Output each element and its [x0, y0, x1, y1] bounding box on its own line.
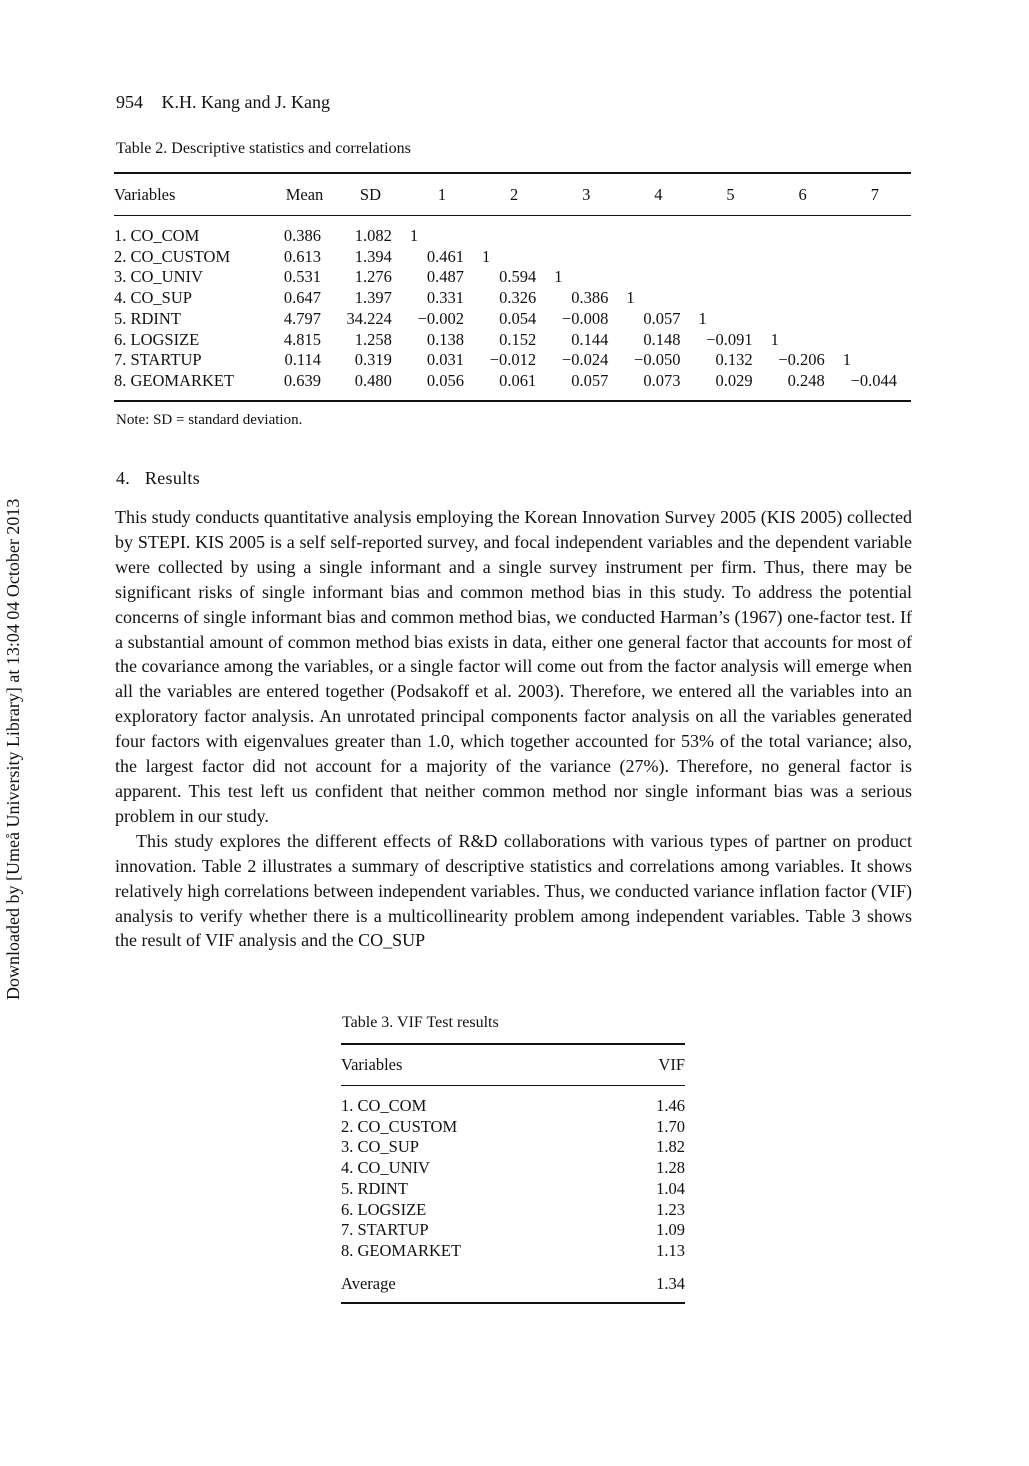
table2-cell: [767, 309, 839, 330]
table2-cell: 0.114: [284, 350, 322, 370]
table-row: [114, 309, 911, 330]
table2-header-cell: Variables: [114, 173, 274, 216]
table2-cell: 0.152: [499, 329, 537, 349]
table2-cell: 4.815: [283, 329, 322, 349]
section-number: 4.: [116, 468, 131, 488]
body-text: [115, 505, 912, 953]
table2-cell: 1.394: [354, 246, 392, 266]
table2-cell: 0.319: [354, 350, 392, 370]
table2-cell: [694, 288, 766, 309]
table2-cell: [550, 216, 622, 247]
table2-cell: [767, 216, 839, 247]
table-row: [341, 1086, 685, 1117]
table2-cell: 1: [482, 246, 491, 266]
table2-cell: [622, 216, 694, 247]
table-row: [341, 1200, 685, 1221]
table2-cell: 1: [842, 350, 851, 370]
table2-header-cell: 7: [839, 173, 911, 216]
table2-cell: −0.008: [561, 308, 609, 328]
table2-cell: [839, 288, 911, 309]
table2-cell: 3. CO_UNIV: [114, 267, 203, 287]
running-header: [116, 92, 330, 113]
table2-cell: [839, 309, 911, 330]
table2-cell: [622, 267, 694, 288]
table2-header-cell: 6: [767, 173, 839, 216]
table2-header-cell: SD: [335, 173, 406, 216]
table2-cell: 0.031: [426, 350, 465, 370]
table3-cell: 1.34: [618, 1262, 685, 1304]
table2-cell: −0.002: [417, 308, 465, 328]
table2-cell: 0.148: [643, 329, 681, 349]
table-row: [341, 1220, 685, 1241]
table3-cell: 4. CO_UNIV: [341, 1158, 430, 1178]
table2-cell: 0.531: [283, 267, 322, 287]
table2-cell: 0.639: [274, 371, 335, 401]
table2-cell: 1.082: [354, 226, 392, 245]
table3-cell: 1.28: [656, 1158, 685, 1178]
table2-cell: 1.258: [354, 329, 392, 349]
table-row: [341, 1241, 685, 1262]
table3-cell: 5. RDINT: [341, 1178, 408, 1198]
table2-header-cell: 1: [406, 173, 478, 216]
table2: [114, 172, 911, 402]
table2-cell: [767, 247, 839, 268]
table3-header-cell: VIF: [618, 1044, 685, 1086]
table3-cell: 1.23: [656, 1199, 685, 1219]
table2-cell: 8. GEOMARKET: [114, 371, 274, 401]
table2-cell: [550, 247, 622, 268]
table-row: [114, 330, 911, 351]
table3-cell: 3. CO_SUP: [341, 1137, 419, 1157]
table2-header-cell: 2: [478, 173, 550, 216]
table2-cell: 0.386: [571, 288, 609, 308]
table2-cell: 1: [698, 308, 707, 328]
table3-cell: 1.70: [656, 1116, 685, 1136]
table2-cell: [839, 330, 911, 351]
table2-cell: 0.594: [499, 267, 537, 287]
table3-cell: 1.13: [656, 1240, 685, 1260]
table2-cell: 4.797: [283, 308, 322, 328]
table2-cell: 0.057: [643, 308, 681, 328]
table-row: [341, 1117, 685, 1138]
table2-note: Note: SD = standard deviation.: [116, 412, 303, 428]
table2-cell: [694, 216, 766, 247]
table2-cell: 1.276: [354, 267, 392, 287]
table2-cell: 5. RDINT: [114, 308, 181, 328]
table2-cell: 0.248: [767, 371, 839, 401]
table2-cell: 0.386: [283, 226, 322, 245]
table-row: [114, 288, 911, 309]
table2-cell: 0.613: [283, 246, 322, 266]
table2-cell: 0.061: [478, 371, 550, 401]
table2-cell: [839, 216, 911, 247]
table2-cell: 0.331: [426, 288, 465, 308]
section-title: Results: [144, 468, 201, 488]
table3-cell: Average: [341, 1262, 618, 1304]
table2-header-cell: 4: [622, 173, 694, 216]
table2-cell: 0.461: [426, 246, 465, 266]
table2-header-cell: 5: [694, 173, 766, 216]
table2-cell: 1: [770, 329, 779, 349]
table2-cell: [694, 267, 766, 288]
table-row: [114, 247, 911, 268]
table2-cell: −0.044: [839, 371, 911, 401]
table2-cell: −0.091: [706, 329, 753, 349]
table2-cell: 1.397: [354, 288, 392, 308]
table2-cell: 0.326: [499, 288, 537, 308]
table2-cell: 0.054: [499, 308, 537, 328]
table2-cell: 2. CO_CUSTOM: [114, 246, 231, 266]
table3-cell: 1.82: [656, 1137, 685, 1157]
table3-cell: 2. CO_CUSTOM: [341, 1116, 458, 1136]
table3-cell: 6. LOGSIZE: [341, 1199, 427, 1219]
table2-cell: [767, 288, 839, 309]
table2-cell: 1. CO_COM: [114, 226, 200, 245]
page-number: 954: [116, 92, 143, 112]
table2-cell: 0.057: [550, 371, 622, 401]
table2-cell: 0.029: [694, 371, 766, 401]
table2-cell: 0.138: [426, 329, 465, 349]
table3: [341, 1043, 685, 1304]
table2-cell: [839, 267, 911, 288]
table2-cell: [767, 267, 839, 288]
table2-cell: 1: [554, 267, 563, 287]
table3-caption: Table 3. VIF Test results: [342, 1014, 499, 1031]
authors: K.H. Kang and J. Kang: [161, 92, 330, 112]
table-row: [341, 1158, 685, 1179]
table2-cell: [839, 247, 911, 268]
table-row: [341, 1179, 685, 1200]
table2-header-row: [114, 173, 911, 216]
table2-cell: 0.073: [622, 371, 694, 401]
table2-cell: 0.647: [283, 288, 322, 308]
table3-cell: 1.04: [656, 1178, 685, 1198]
table2-cell: −0.012: [489, 350, 537, 370]
table2-cell: 4. CO_SUP: [114, 288, 192, 308]
table3-cell: 1.46: [656, 1096, 685, 1115]
table3-header-cell: Variables: [341, 1044, 618, 1086]
table2-cell: 0.144: [571, 329, 609, 349]
table3-cell: 8. GEOMARKET: [341, 1240, 462, 1260]
table-row: [114, 371, 911, 401]
table2-cell: 34.224: [346, 308, 392, 328]
table-row: [114, 267, 911, 288]
table2-cell: 6. LOGSIZE: [114, 329, 200, 349]
table2-cell: −0.050: [634, 350, 681, 370]
table2-cell: [694, 247, 766, 268]
table3-header-row: [341, 1044, 685, 1086]
table2-cell: −0.206: [778, 350, 825, 370]
table2-cell: [622, 247, 694, 268]
table-row: [114, 350, 911, 371]
table2-cell: [478, 216, 550, 247]
section-heading: [116, 468, 200, 489]
table2-cell: 0.056: [406, 371, 478, 401]
table3-cell: 1.09: [656, 1220, 685, 1240]
table2-cell: 0.487: [426, 267, 465, 287]
paragraph: This study conducts quantitative analysis employing the Korean Innovation Survey 2005 (KIS 2005) collected by STEPI. KIS 2005 is a self self-reported survey, and focal independent variables and the dependent variable were collected by using a single informant and a single survey instrument per firm. Thus, there may be significant risks of single informant bias and common method bias in this study. To address the potential concerns of single informant bias and common method bias, we conducted Harman’s (1967) one-factor test. If a substantial amount of common method bias exists in data, either one general factor that accounts for most of the covariance among the variables, or a single factor will come out from the factor analysis will emerge when all the variables are entered together (Podsakoff et al. 2003). Therefore, we entered all the variables into an exploratory factor analysis. An unrotated principal components factor analysis on all the variables generated four factors with eigenvalues greater than 1.0, which together accounted for 53% of the total variance; also, the largest factor did not account for a majority of the variance (27%). Therefore, no general factor is apparent. This test left us confident that neither common method nor single informant bias was a serious problem in our study.: [115, 507, 912, 826]
table2-caption: Table 2. Descriptive statistics and correlations: [116, 140, 411, 157]
table-row: [114, 216, 911, 247]
table3-average-row: [341, 1262, 685, 1304]
table3-cell: 1. CO_COM: [341, 1096, 427, 1115]
paragraph: This study explores the different effects of R&D collaborations with various types of partner on product innovation. Table 2 illustrates a summary of descriptive statistics and correlations among variables. It shows relatively high correlations between independent variables. Thus, we conducted variance inflation factor (VIF) analysis to verify whether there is a multicollinearity problem among independent variables. Table 3 shows the result of VIF analysis and the CO_SUP: [115, 830, 912, 951]
table2-cell: 0.132: [715, 350, 753, 370]
table2-cell: 7. STARTUP: [114, 350, 202, 370]
table-row: [341, 1137, 685, 1158]
table2-cell: −0.024: [561, 350, 609, 370]
table2-cell: 1: [626, 288, 635, 308]
table2-header-cell: Mean: [274, 173, 335, 216]
table2-cell: 0.480: [335, 371, 406, 401]
table2-header-cell: 3: [550, 173, 622, 216]
download-watermark: Downloaded by [Umeå University Library] at 13:04 04 October 2013: [3, 498, 23, 1000]
table2-cell: 1: [409, 226, 419, 245]
table3-cell: 7. STARTUP: [341, 1220, 429, 1240]
